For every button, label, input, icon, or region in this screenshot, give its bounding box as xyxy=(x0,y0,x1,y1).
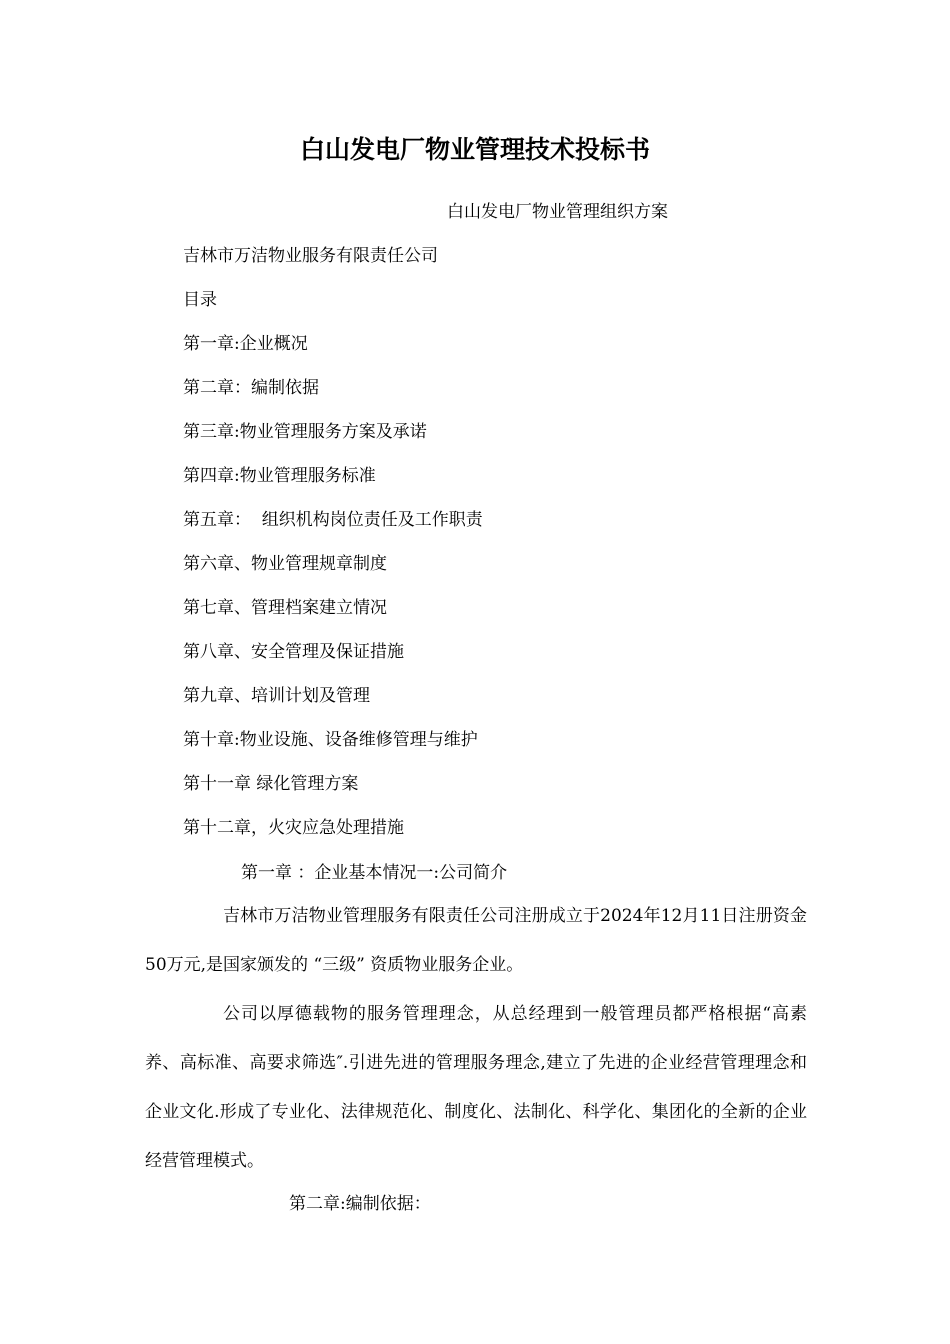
chapter1-heading: 第一章 ：企业基本情况一:公司简介 xyxy=(241,863,508,883)
chapter2-heading: 第二章:编制依据： xyxy=(289,1194,431,1214)
document-title: 白山发电厂物业管理技术投标书 xyxy=(299,135,650,164)
company-name: 吉林市万洁物业服务有限责任公司 xyxy=(183,246,438,266)
toc-item: 第一章:企业概况 xyxy=(183,334,308,354)
toc-item: 第五章： 组织机构岗位责任及工作职责 xyxy=(183,510,483,530)
company-intro-paragraph: 吉林市万洁物业管理服务有限责任公司注册成立于2024年12月11日注册资金50万元,是国家颁发的 “三级” 资质物业服务企业。 xyxy=(145,906,807,975)
toc-heading: 目录 xyxy=(183,290,217,310)
toc-item: 第二章：编制依据 xyxy=(183,378,319,398)
toc-item: 第九章、培训计划及管理 xyxy=(183,686,370,706)
document-subtitle: 白山发电厂物业管理组织方案 xyxy=(447,202,668,222)
toc-item: 第十一章 绿化管理方案 xyxy=(183,774,359,794)
toc-item: 第十章:物业设施、设备维修管理与维护 xyxy=(183,730,478,750)
toc-item: 第七章、管理档案建立情况 xyxy=(183,598,387,618)
toc-item: 第六章、物业管理规章制度 xyxy=(183,554,387,574)
toc-item: 第三章:物业管理服务方案及承诺 xyxy=(183,422,427,442)
company-philosophy-paragraph: 公司以厚德载物的服务管理理念，从总经理到一般管理员都严格根据“高素养、高标准、高要求筛选″.引进先进的管理服务理念,建立了先进的企业经营管理理念和企业文化.形成了专业化、法律规范化、制度化、法制化、科学化、集团化的全新的企业经营管理模式。 xyxy=(145,1004,807,1171)
toc-item: 第十二章，火灾应急处理措施 xyxy=(183,818,404,838)
toc-item: 第八章、安全管理及保证措施 xyxy=(183,642,404,662)
table-of-contents xyxy=(183,332,483,860)
toc-item: 第四章:物业管理服务标准 xyxy=(183,466,376,486)
